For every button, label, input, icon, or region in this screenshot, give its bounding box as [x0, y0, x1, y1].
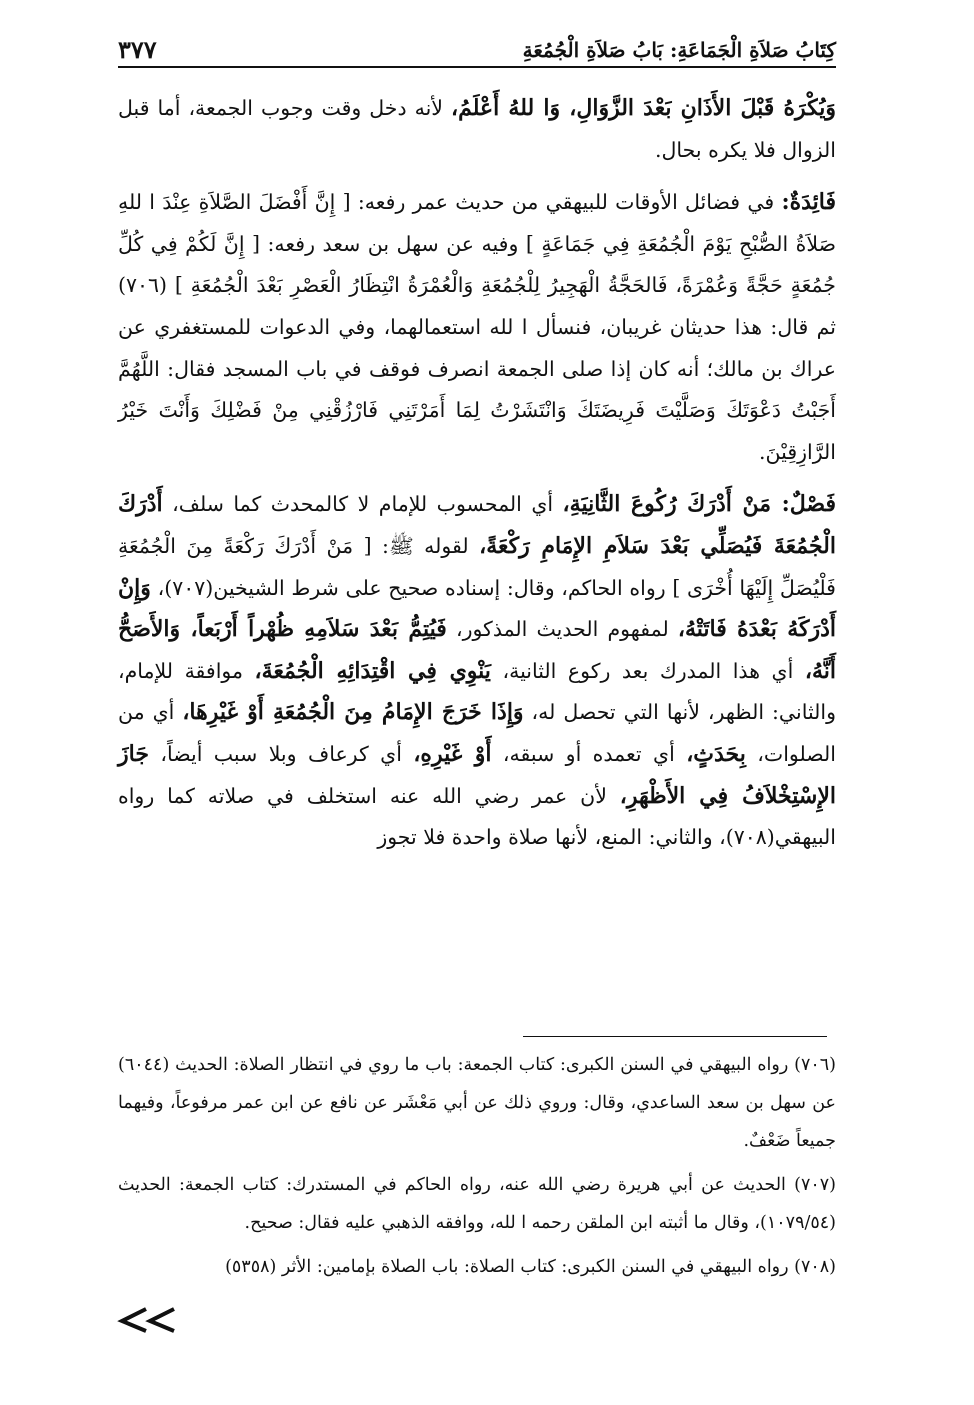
commentary-text: في فضائل الأوقات للبيهقي من حديث عمر رفعه: [ إِنَّ أَفْضَلَ الصَّلاَةِ عِنْدَ ا للهِ صَلاَةُ الصُّبْحِ يَوْمَ الْجُمُعَةِ فِي جَمَاعَةٍ ] وفيه عن سهل بن سعد رفعه: [ إِنَّ لَكُمْ فِي كُلِّ جُمُعَةٍ حَجَّةً وَعُمْرَةً، فَالحَجَّةُ الْهَجِيرُ لِلْجُمُعَةِ وَالْعُمْرَةُ انْتِظَارُ الْعَصْرِ بَعْدَ الْجُمُعَةِ ] (٧٠٦) ثم قال: هذا حديثان غريبان، فنسأل ا لله استعمالهما، وفي الدعوات للمستغفري عن عراك بن مالك؛ أنه كان إذا صلى الجمعة انصرف فوقف في باب المسجد فقال: اللَّهُمَّ أَجَبْتُ دَعْوَتَكَ وَصَلَّيْتَ فَرِيضَتَكَ وَانْتَشَرْتُ لِمَا أَمَرْتَنِي فَارْزُقْنِي مِنْ فَضْلِكَ وَأَنْتَ خَيْرُ الرَّازِقِيْنَ. [118, 190, 836, 464]
matn-text: بِحَدَثٍ، [686, 740, 746, 767]
commentary-text: لأنه دخل وقت وجوب الجمعة، أما قبل الزوال فلا يكره بحال. [118, 96, 836, 162]
matn-text: يَنْوِي فِي اقْتِدَائِهِ الْجُمُعَةَ، [254, 657, 491, 684]
footnote-708: (٧٠٨) رواه البيهقي في السنن الكبرى: كتاب الصلاة: باب الصلاة بإمامين: الأثر (٥٣٥٨) [225, 1257, 836, 1277]
footnotes [118, 1046, 836, 1292]
commentary-text: موافقة للإمام، والثاني: الظهر، لأنها التي تحصل له، [118, 658, 837, 725]
matn-text: وَإِنْ أَدْرَكَهُ بَعْدَهُ فَاتَتْهُ، [118, 574, 836, 643]
matn-text: فَائِدَةٌ: [781, 189, 836, 216]
paragraph-faida [118, 182, 836, 473]
matn-text: أَدْرَكَ الْجُمُعَةَ فَيُصَلِّي بَعْدَ سَلاَمِ الإِمَامِ رَكْعَةً، [118, 491, 837, 559]
commentary-text: أي تعمده أو سبقه، [491, 741, 687, 766]
matn-text: فَيُتِمُّ بَعْدَ سَلاَمِهِ ظُهْراً أَرْبَعاً، وَالأَصَحُّ أَنَّهُ، [118, 616, 836, 684]
commentary-text: أي من الصلوات، [118, 700, 836, 766]
paragraph-fasl [118, 484, 836, 858]
commentary-text: لمفهوم الحديث المذكور، [446, 617, 678, 642]
footnote-706: (٧٠٦) رواه البيهقي في السنن الكبرى: كتاب الجمعة: باب ما روي في انتظار الصلاة: الحديث (٦٠٤٤) عن سهل بن سعد الساعدي، وقال: وروي ذلك عن أبي مَعْشَر عن نافع عن ابن عمر مرفوعاً، وفيهما جميعاً ضَعْفٌ. [118, 1055, 836, 1151]
matn-text: جَازَ الإِسْتِخْلاَفُ فِي الأَظْهَرِ، [118, 740, 836, 809]
commentary-text: لأن عمر رضي الله عنه استخلف في صلاته كما رواه البيهقي(٧٠٨)، والثاني: المنع، لأنها صلاة واحدة فلا تجوز [118, 783, 836, 850]
catchword-arrows-icon [116, 1304, 186, 1334]
matn-text: وَيُكْرَهُ قَبْلَ الأَذَانِ بَعْدَ الزَّوَالِ، وَا للهُ أَعْلَمُ، [451, 95, 837, 121]
chapter-title: كِتَابُ صَلاَةِ الْجَمَاعَةِ: بَابُ صَلاَةِ الْجُمُعَةِ [522, 38, 836, 62]
commentary-text: أي هذا المدرك بعد ركوع الثانية، [490, 658, 805, 683]
running-header [118, 24, 836, 68]
matn-text: فَصْلٌ: مَنْ أَدْرَكَ رُكُوعَ الثَّانِيَةِ، [562, 491, 836, 518]
main-text [118, 88, 836, 859]
commentary-text: لقوله ﷺ: [ مَنْ أَدْرَكَ رَكْعَةً مِنَ الْجُمُعَةِ فَلْيُصَلِّ إِلَيْهَا أُخْرَى ] رواه الحاكم، وقال: إسناده صحيح على شرط الشيخين(٧٠٧)، [118, 533, 836, 600]
commentary-text: أي كرعاف وبلا سبب أيضاً، [148, 741, 414, 766]
matn-text: وَإِذَا خَرَجَ الإِمَامُ مِنَ الْجُمُعَةِ أَوْ غَيْرِهَا، [182, 699, 524, 726]
page-number: ٣٧٧ [118, 35, 157, 64]
paragraph-karaha [118, 88, 836, 171]
footnote-separator [523, 1036, 827, 1037]
commentary-text: أي المحسوب للإمام لا كالمحدث كما سلف، [162, 492, 563, 517]
matn-text: أَوْ غَيْرِهِ، [413, 740, 492, 767]
footnote-707: (٧٠٧) الحديث عن أبي هريرة رضي الله عنه، رواه الحاكم في المستدرك: كتاب الجمعة: الحديث (١٠٧٩/٥٤)، وقال ما أثبته ابن الملقن رحمه ا لله، ووافقه الذهبي عليه فقال: صحيح. [118, 1175, 836, 1233]
